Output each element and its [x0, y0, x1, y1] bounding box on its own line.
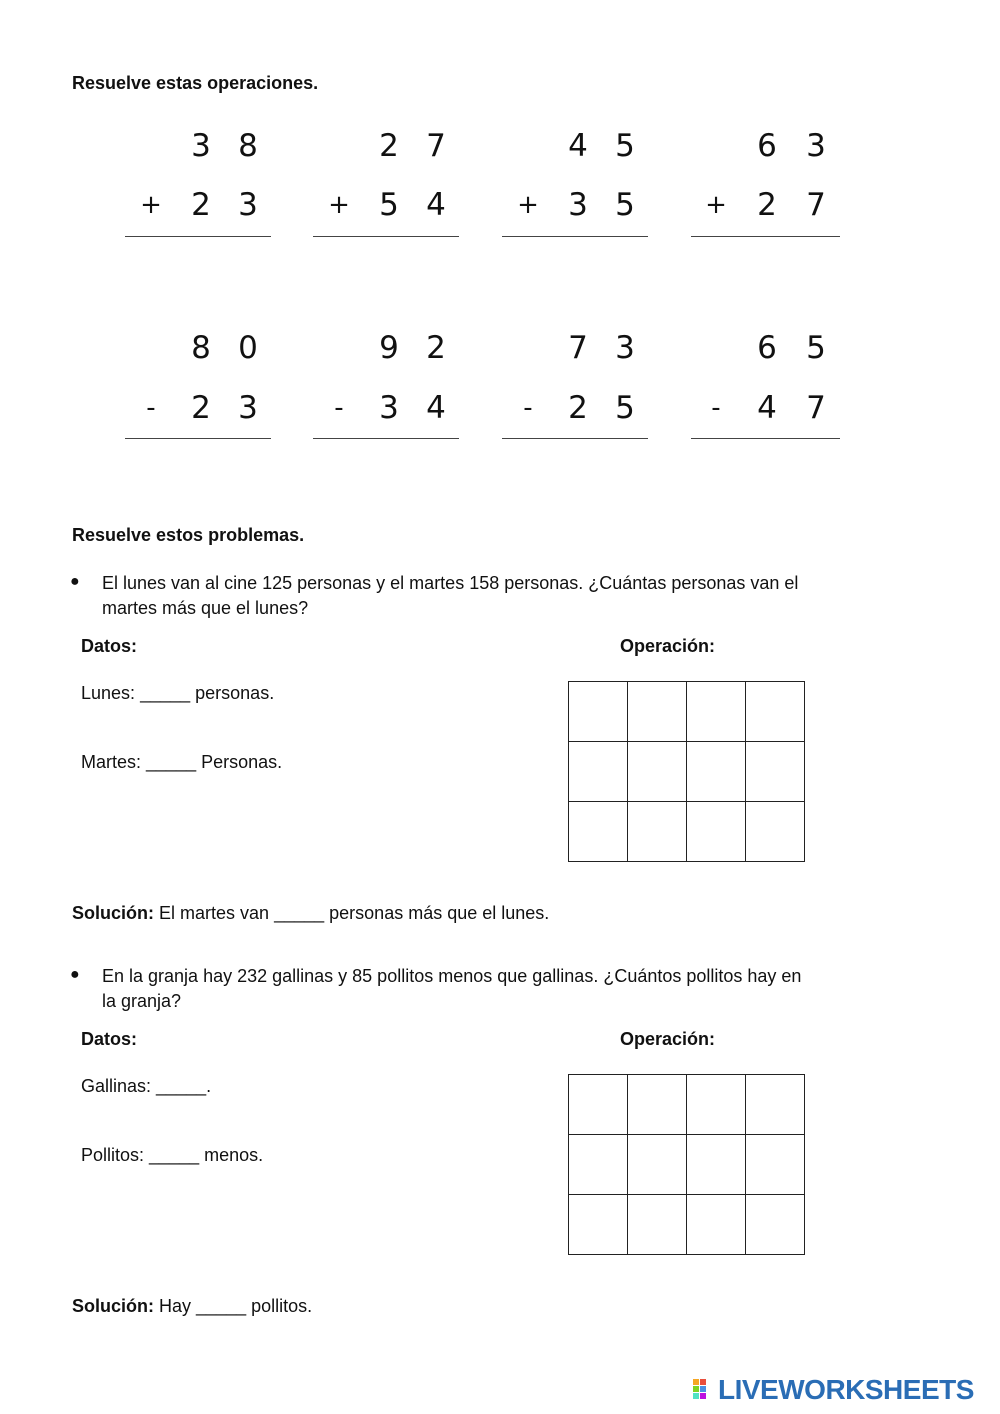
- digit: 3: [568, 187, 588, 223]
- operation-label: Operación:: [620, 1029, 716, 1049]
- grid-cell[interactable]: [746, 802, 805, 862]
- solution-line: [72, 901, 549, 926]
- plus-sign: +: [328, 190, 350, 220]
- grid-cell[interactable]: [569, 1075, 628, 1135]
- data-field-gallinas: [81, 1074, 211, 1099]
- answer-blank[interactable]: _____: [196, 1296, 247, 1316]
- answer-blank[interactable]: _____: [149, 1145, 200, 1165]
- answer-line[interactable]: [691, 236, 840, 237]
- grid-cell[interactable]: [687, 802, 746, 862]
- digit: 5: [379, 187, 399, 223]
- grid-cell[interactable]: [569, 682, 628, 742]
- answer-line[interactable]: [502, 236, 648, 237]
- grid-cell[interactable]: [746, 1135, 805, 1195]
- solution-label: Solución:: [72, 903, 154, 923]
- logo-text: LIVEWORKSHEETS: [718, 1374, 974, 1405]
- operation-grid: [568, 1074, 805, 1255]
- problem-statement: [102, 571, 922, 621]
- digit: 7: [806, 187, 826, 223]
- digit: 8: [191, 330, 211, 366]
- digit: 5: [806, 330, 826, 366]
- digit: 6: [757, 330, 777, 366]
- grid-cell[interactable]: [687, 742, 746, 802]
- field-label: Lunes:: [81, 683, 136, 703]
- answer-blank[interactable]: _____: [146, 752, 197, 772]
- minus-sign: -: [523, 393, 533, 423]
- digit: 7: [426, 128, 446, 164]
- grid-cell[interactable]: [628, 802, 687, 862]
- digit: 7: [806, 390, 826, 426]
- plus-sign: +: [517, 190, 539, 220]
- grid-cell[interactable]: [746, 1195, 805, 1255]
- field-suffix: Personas.: [201, 752, 283, 772]
- digit: 3: [238, 187, 258, 223]
- grid-cell[interactable]: [687, 682, 746, 742]
- grid-cell[interactable]: [746, 682, 805, 742]
- solution-label: Solución:: [72, 1296, 154, 1316]
- grid-cell[interactable]: [687, 1195, 746, 1255]
- answer-line[interactable]: [125, 438, 271, 439]
- bullet-icon: ●: [70, 573, 80, 590]
- data-label: Datos:: [81, 1029, 138, 1049]
- solution-prefix: Hay: [159, 1296, 192, 1316]
- digit: 2: [568, 390, 588, 426]
- digit: 4: [426, 390, 446, 426]
- digit: 4: [757, 390, 777, 426]
- statement-line: En la granja hay 232 gallinas y 85 pollitos menos que gallinas. ¿Cuántos pollitos hay en: [102, 966, 802, 986]
- digit: 2: [191, 187, 211, 223]
- digit: 4: [568, 128, 588, 164]
- solution-suffix: pollitos.: [251, 1296, 313, 1316]
- answer-line[interactable]: [313, 438, 459, 439]
- digit: 2: [426, 330, 446, 366]
- digit: 3: [806, 128, 826, 164]
- minus-sign: -: [711, 393, 721, 423]
- field-suffix: menos.: [204, 1145, 264, 1165]
- digit: 3: [615, 330, 635, 366]
- digit: 7: [568, 330, 588, 366]
- field-suffix: personas.: [195, 683, 275, 703]
- field-label: Martes:: [81, 752, 142, 772]
- grid-cell[interactable]: [628, 1075, 687, 1135]
- minus-sign: -: [146, 393, 156, 423]
- liveworksheets-logo-icon: [692, 1378, 716, 1402]
- bullet-icon: ●: [70, 966, 80, 983]
- digit: 8: [238, 128, 258, 164]
- digit: 3: [379, 390, 399, 426]
- operation-grid: [568, 681, 805, 862]
- digit: 0: [238, 330, 258, 366]
- liveworksheets-logo[interactable]: [692, 1375, 974, 1405]
- answer-line[interactable]: [313, 236, 459, 237]
- plus-sign: +: [140, 190, 162, 220]
- digit: 3: [238, 390, 258, 426]
- statement-line: El lunes van al cine 125 personas y el martes 158 personas. ¿Cuántas personas van el: [102, 573, 799, 593]
- digit: 4: [426, 187, 446, 223]
- digit: 5: [615, 128, 635, 164]
- data-field-pollitos: [81, 1143, 263, 1168]
- grid-cell[interactable]: [628, 1195, 687, 1255]
- digit: 5: [615, 390, 635, 426]
- operation-label: Operación:: [620, 636, 716, 656]
- grid-cell[interactable]: [628, 1135, 687, 1195]
- grid-cell[interactable]: [687, 1135, 746, 1195]
- problem-statement: [102, 964, 922, 1014]
- digit: 2: [757, 187, 777, 223]
- grid-cell[interactable]: [746, 1075, 805, 1135]
- grid-cell[interactable]: [569, 742, 628, 802]
- statement-line: la granja?: [102, 991, 182, 1011]
- data-label: Datos:: [81, 636, 138, 656]
- field-suffix: .: [206, 1076, 212, 1096]
- grid-cell[interactable]: [628, 742, 687, 802]
- solution-line: [72, 1294, 312, 1319]
- grid-cell[interactable]: [569, 802, 628, 862]
- field-label: Pollitos:: [81, 1145, 145, 1165]
- plus-sign: +: [705, 190, 727, 220]
- section-title-operations: Resuelve estas operaciones.: [72, 73, 319, 93]
- grid-cell[interactable]: [569, 1195, 628, 1255]
- digit: 9: [379, 330, 399, 366]
- section-title-problems: Resuelve estos problemas.: [72, 525, 305, 545]
- digit: 2: [191, 390, 211, 426]
- answer-blank[interactable]: _____: [156, 1076, 207, 1096]
- statement-line: martes más que el lunes?: [102, 598, 309, 618]
- grid-cell[interactable]: [746, 742, 805, 802]
- digit: 5: [615, 187, 635, 223]
- solution-prefix: El martes van: [159, 903, 270, 923]
- answer-line[interactable]: [125, 236, 271, 237]
- solution-suffix: personas más que el lunes.: [329, 903, 550, 923]
- grid-cell[interactable]: [628, 682, 687, 742]
- answer-line[interactable]: [502, 438, 648, 439]
- digit: 2: [379, 128, 399, 164]
- field-label: Gallinas:: [81, 1076, 152, 1096]
- data-field-lunes: [81, 681, 274, 706]
- minus-sign: -: [334, 393, 344, 423]
- data-field-martes: [81, 750, 282, 775]
- answer-blank[interactable]: _____: [140, 683, 191, 703]
- digit: 3: [191, 128, 211, 164]
- grid-cell[interactable]: [569, 1135, 628, 1195]
- digit: 6: [757, 128, 777, 164]
- answer-line[interactable]: [691, 438, 840, 439]
- answer-blank[interactable]: _____: [274, 903, 325, 923]
- grid-cell[interactable]: [687, 1075, 746, 1135]
